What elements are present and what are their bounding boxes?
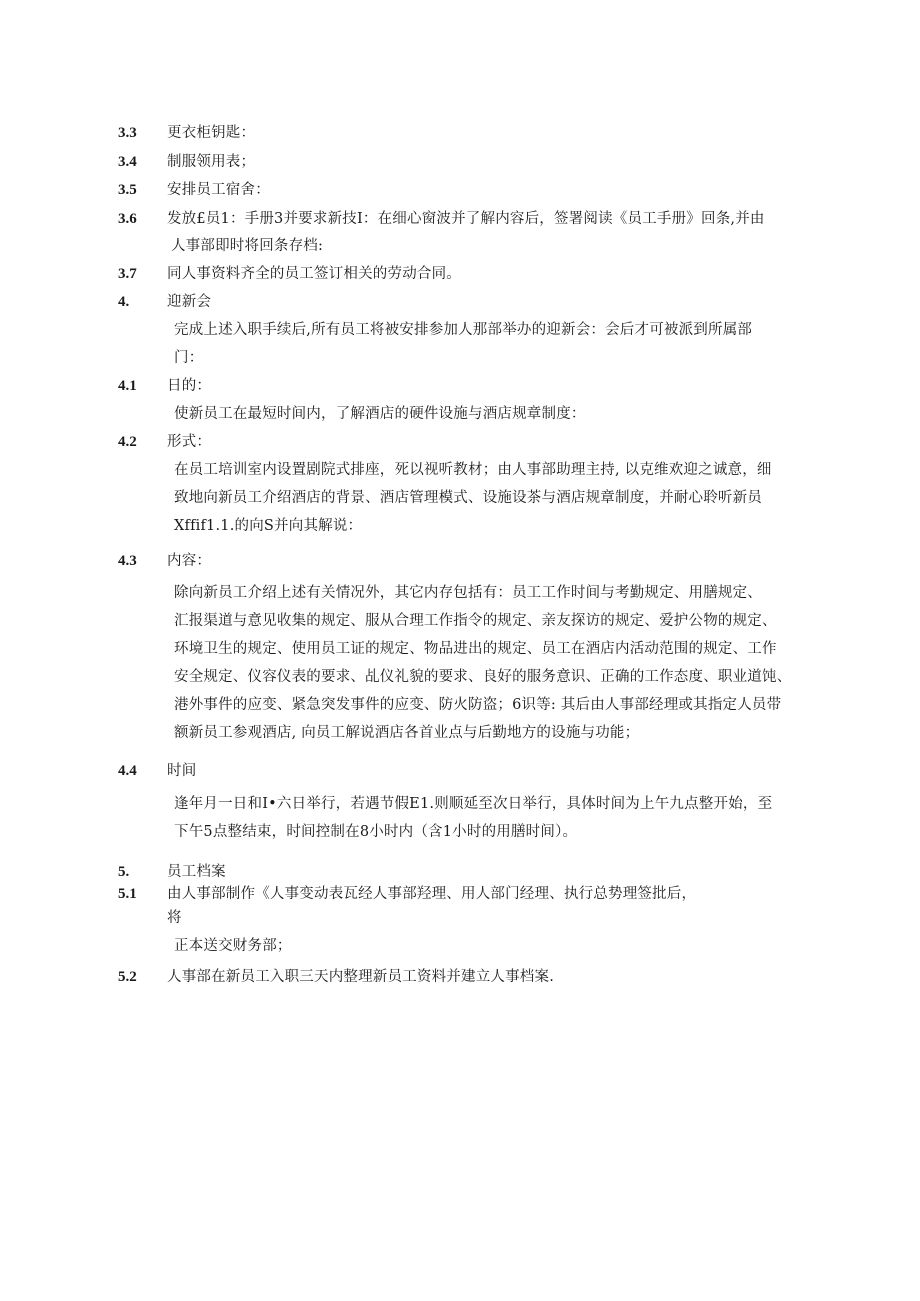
paragraph-line: 致地向新员工介绍酒店的背景、酒店管理模式、设施设茶与酒店规章制度，并耐心聆听新员 [174, 490, 762, 506]
paragraph-line: 门： [174, 350, 204, 366]
item-text: 由人事部制作《人事变动表瓦经人事部羟理、用人部门经理、执行总势理签批后， [167, 886, 697, 902]
section-number: 4. [118, 294, 130, 310]
paragraph-line: 安全规定、仪容仪表的要求、乩仪礼貌的要求、良好的服务意识、正确的工作态度、职业道饨、 [174, 669, 792, 685]
paragraph-line: 额新员工参观酒店, 向员工解说酒店各首业点与后勤地方的设施与功能； [174, 725, 640, 741]
paragraph-line: 环境卫生的规定、使用员工证的规定、物品进出的规定、员工在酒店内活动范围的规定、工作 [174, 641, 777, 657]
paragraph-line: 完成上述入职手续后,所有员工将被安排参加人那部举办的迎新会：会后才可被派到所属部 [174, 322, 753, 338]
item-number: 4.2 [118, 434, 137, 450]
paragraph-line: 在员工培训室内设置剧院式排座，死以视听教材；由人事部助理主持, 以克维欢迎之诚意，细 [174, 462, 772, 478]
paragraph-line: Xffif1.1.的向S并向其解说： [174, 518, 363, 534]
item-number: 4.4 [118, 763, 137, 779]
section-title: 迎新会 [167, 294, 212, 310]
item-text-line: 发放£员1：手册3并要求新技I：在细心窗波并了解内容后，签署阅读《员工手册》回条,并由 [167, 211, 765, 227]
item-number: 5.2 [118, 969, 137, 985]
item-number: 3.7 [118, 266, 137, 282]
item-number: 5.1 [118, 886, 137, 902]
item-number: 3.5 [118, 182, 137, 198]
section-title: 员工档案 [167, 864, 226, 880]
paragraph-line: 逢年月一日和I•六日举行，若遇节假E1.则顺延至次日举行，具体时间为上午九点整开始，至 [174, 796, 773, 812]
item-number: 3.3 [118, 125, 137, 141]
item-text: 同人事资料齐全的员工签订相关的劳动合同。 [167, 266, 461, 282]
paragraph-line: 下午5点整结束，时间控制在8小时内（含1小时的用膳时间）。 [174, 824, 578, 840]
paragraph-line: 汇报渠道与意见收集的规定、服从合理工作指令的规定、亲友探访的规定、爱护公物的规定、 [174, 613, 777, 629]
item-title: 时间 [167, 763, 197, 779]
paragraph-line: 使新员工在最短时间内，了解酒店的硬件设施与酒店规章制度： [174, 406, 586, 422]
item-text-line: 正本送交财务部； [174, 938, 292, 954]
item-number: 4.1 [118, 378, 137, 394]
item-title: 日的： [167, 378, 212, 394]
item-number: 3.4 [118, 154, 137, 170]
item-text: 人事部在新员工入职三天内整理新员工资料并建立人事档案. [167, 969, 555, 985]
paragraph-line: 港外事件的应变、紧急突发事件的应变、防火防盗；6识等: 其后由人事部经理或其指定人员带 [174, 697, 782, 713]
item-text-line: 人事部即时将回条存档: [171, 238, 324, 254]
item-title: 内容： [167, 553, 212, 569]
section-number: 5. [118, 864, 130, 880]
item-text: 更衣柜钥匙： [167, 125, 256, 141]
paragraph-line: 除向新员工介绍上述有关情况外，其它内存包括有：员工工作时间与考勤规定、用膳规定、 [174, 585, 762, 601]
item-title: 形式： [167, 434, 212, 450]
item-text-line: 将 [167, 910, 182, 926]
item-number: 4.3 [118, 553, 137, 569]
item-text: 制服领用表； [167, 154, 256, 170]
item-text: 安排员工宿舍： [167, 182, 270, 198]
item-number: 3.6 [118, 211, 137, 227]
